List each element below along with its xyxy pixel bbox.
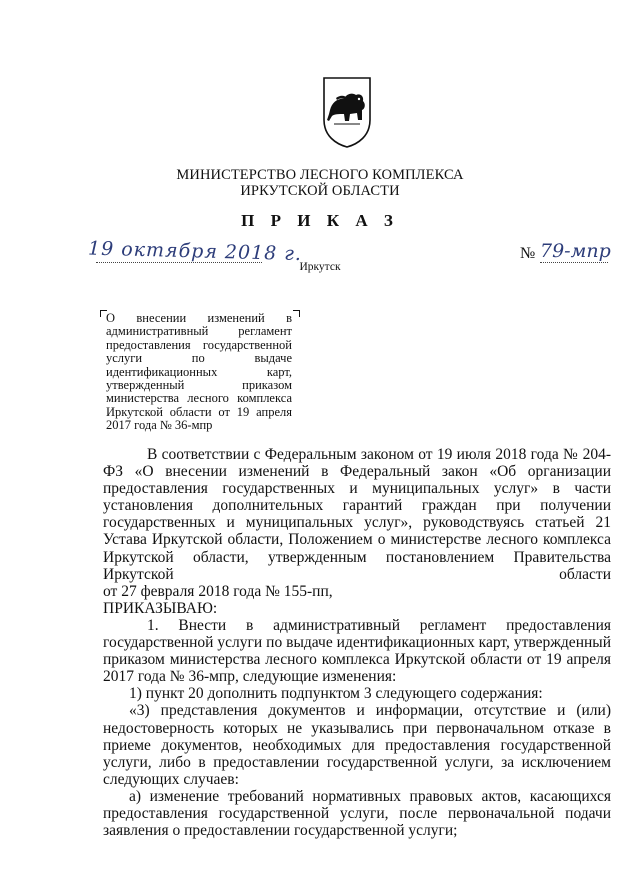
subject-bracket-right [293,310,300,317]
coat-of-arms-icon [322,76,372,148]
preamble-paragraph: В соответствии с Федеральным законом от 19 июля 2018 года № 204-ФЗ «О внесении изменений в Федеральный закон «Об организации предоставления государственных и муниципальных услуг» в части установления дополнительных гарантий граждан при получении государственных и муниципальных услуг», руководствуясь статьей 21 Устава Иркутской области, Положением о министерстве лесного комплекса Иркутской области, утвержденным постановлением Правительства Иркутской области [103,446,611,583]
item-1-paragraph: 1. Внести в административный регламент предоставления государственной услуги по выдаче идентификационных карт, утвержденный приказом министерства лесного комплекса Иркутской области от 19 апреля 2017 года № 36-мпр, следующие изменения: [103,616,611,686]
subitem-1-paragraph: 1) пункт 20 дополнить подпунктом 3 следующего содержания: [129,685,543,703]
order-number-label: № [520,245,536,262]
document-type-title: П Р И К А З [241,211,399,230]
order-subject [106,312,292,433]
subject-text: О внесении изменений в административный регламент предоставления государственной услуги по выдаче идентификационных карт, утвержденный приказом министерства лесного комплекса Иркутской области от 19 апреля [106,311,292,419]
ministry-name [0,167,640,199]
subject-text-last-line: 2017 года № 36-мпр [106,418,213,433]
order-body [103,446,611,839]
preamble-last-line: от 27 февраля 2018 года № 155-пп, [103,582,333,600]
order-directive: ПРИКАЗЫВАЮ: [103,599,218,617]
order-date-handwritten: 19 октября 2018 г. [87,237,303,266]
order-number-handwritten: 79-мпр [540,240,611,262]
ministry-line-2: ИРКУТСКОЙ ОБЛАСТИ [240,183,400,199]
ministry-line-1: МИНИСТЕРСТВО ЛЕСНОГО КОМПЛЕКСА [176,167,464,183]
case-a-paragraph: а) изменение требований нормативных правовых актов, касающихся предоставления государственной услуги, после первоначальной подачи заявления о предоставлении государственной услуги; [103,787,611,840]
quoted-subitem-3-paragraph: «3) представления документов и информации, отсутствие и (или) недостоверность которых не указывались при первоначальном отказе в приеме документов, необходимых для предоставления государственной услуги, либо в предоставлении государственной услуги, за исключением следующих случаев: [103,702,611,788]
city-name: Иркутск [299,261,341,273]
